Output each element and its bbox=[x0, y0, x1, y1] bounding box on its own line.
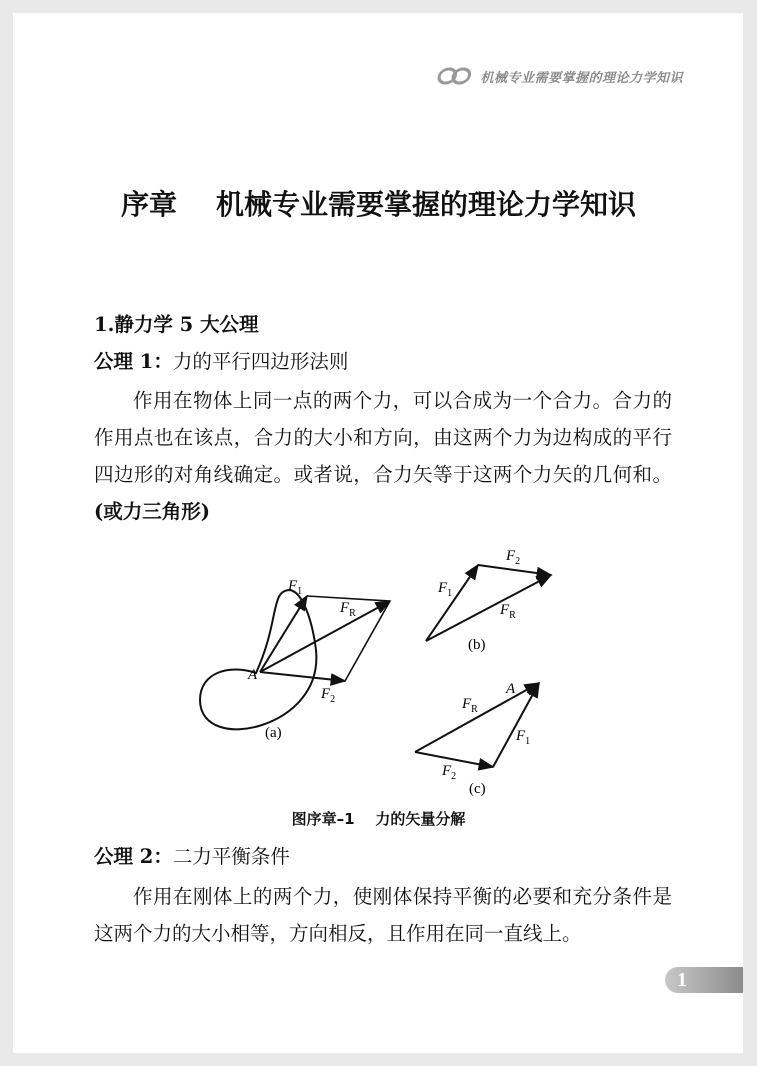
label-f2-a: $F_2$ bbox=[321, 686, 336, 705]
chapter-title: 序章 机械专业需要掌握的理论力学知识 bbox=[121, 188, 636, 221]
axiom-2-name: 二力平衡条件 bbox=[172, 845, 290, 868]
axiom-1-body-text: 作用在物体上同一点的两个力，可以合成为一个合力。合力的作用点也在该点，合力的大小和方向，由这两个力为边构成的平行四边形的对角线确定。或者说，合力矢等于这两个力矢的几何和。 bbox=[94, 389, 672, 486]
label-point-a-c: A bbox=[506, 681, 516, 697]
figure-b-triangle bbox=[426, 548, 551, 653]
figure-c-triangle bbox=[415, 681, 539, 797]
label-fr-a: $F_R$ bbox=[340, 600, 356, 619]
force-f2-arrow bbox=[260, 672, 345, 681]
page-number-tab bbox=[665, 967, 743, 993]
axiom-1-heading bbox=[94, 343, 672, 380]
label-f2-b: $F_2$ bbox=[506, 548, 521, 567]
running-header bbox=[438, 64, 683, 88]
label-subfigure-a: (a) bbox=[265, 725, 282, 741]
force-f1-arrow bbox=[260, 596, 307, 672]
axiom-2-body: 作用在刚体上的两个力，使刚体保持平衡的必要和充分条件是这两个力的大小相等，方向相反，且作用在同一直线上。 bbox=[94, 885, 672, 945]
force-f2-arrow-c bbox=[415, 752, 493, 767]
figure-caption: 图序章–1 力的矢量分解 bbox=[291, 810, 466, 828]
force-vector-figure bbox=[190, 548, 570, 800]
figure-a-parallelogram bbox=[200, 578, 390, 741]
publisher-logo-icon bbox=[438, 66, 476, 86]
label-subfigure-b: (b) bbox=[468, 637, 486, 653]
axiom-1-body-note: (或力三角形) bbox=[94, 500, 210, 523]
axiom-1-label: 公理 1： bbox=[94, 350, 173, 373]
label-f2-c: $F_2$ bbox=[442, 763, 457, 782]
label-f1-c: $F_1$ bbox=[516, 728, 531, 747]
label-fr-b: $F_R$ bbox=[500, 602, 516, 621]
label-fr-c: $F_R$ bbox=[462, 696, 478, 715]
section-title: 1.静力学 5 大公理 bbox=[94, 313, 259, 336]
axiom-1-body bbox=[94, 382, 672, 530]
axiom-2-label: 公理 2： bbox=[94, 845, 173, 868]
label-subfigure-c: (c) bbox=[469, 781, 486, 797]
label-f1-a: $F_1$ bbox=[288, 578, 303, 597]
running-header-title: 机械专业需要掌握的理论力学知识 bbox=[480, 70, 683, 86]
page-number: 1 bbox=[677, 969, 687, 991]
force-f1-arrow-b bbox=[426, 565, 478, 641]
axiom-1-name: 力的平行四边形法则 bbox=[172, 350, 349, 373]
label-f1-b: $F_1$ bbox=[438, 580, 453, 599]
label-point-a: A bbox=[248, 667, 258, 683]
axiom-2-heading bbox=[94, 838, 672, 875]
